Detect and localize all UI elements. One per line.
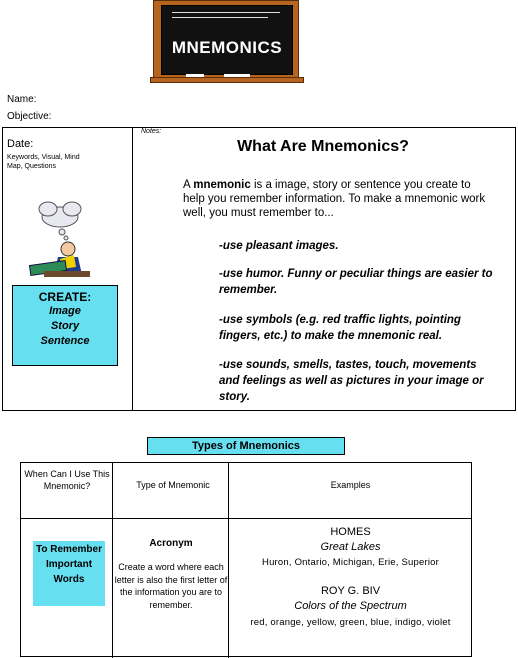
intro-rest: is a image, story or sentence you create to help you remember information. To make a mnemonic work well, you must remember to... bbox=[183, 179, 486, 219]
date-label: Date: bbox=[7, 138, 34, 150]
example-subtitle: Colors of the Spectrum bbox=[294, 600, 407, 612]
tip-item: -use sounds, smells, tastes, touch, movements and feelings as well as pictures in your image or story. bbox=[219, 359, 484, 403]
example-expansion: Huron, Ontario, Michigan, Erie, Superior bbox=[262, 557, 439, 568]
column-header-type: Type of Mnemonic bbox=[136, 480, 210, 490]
chalkboard-slate bbox=[161, 5, 293, 75]
chalk-scribble bbox=[172, 12, 280, 13]
board-title: MNEMONICS bbox=[171, 38, 283, 57]
example-word: HOMES bbox=[330, 526, 371, 538]
name-label: Name: bbox=[7, 94, 37, 105]
tip-item: -use pleasant images. bbox=[219, 240, 339, 252]
tip-item: -use humor. Funny or peculiar things are easier to remember. bbox=[219, 268, 493, 296]
create-box bbox=[12, 285, 118, 366]
when-cell: To Remember Important Words bbox=[33, 541, 105, 606]
intro-bold-term: mnemonic bbox=[193, 179, 251, 191]
keywords-text: Keywords, Visual, Mind Map, Questions bbox=[7, 154, 80, 170]
create-item: Story bbox=[50, 320, 80, 332]
thinking-student-icon bbox=[20, 197, 100, 279]
column-divider bbox=[132, 128, 133, 410]
table-row-divider bbox=[21, 518, 471, 519]
create-item: Sentence bbox=[40, 335, 90, 347]
example-expansion: red, orange, yellow, green, blue, indigo, violet bbox=[250, 617, 451, 628]
types-heading: Types of Mnemonics bbox=[147, 437, 345, 455]
notes-label: Notes: bbox=[141, 128, 162, 135]
column-header-when: When Can I Use This Mnemonic? bbox=[24, 469, 110, 491]
intro-lead: A bbox=[183, 179, 194, 191]
type-description: Create a word where each letter is also the first letter of the information you are to remember. bbox=[114, 562, 228, 610]
create-heading: CREATE: bbox=[38, 290, 92, 304]
create-item: Image bbox=[49, 305, 81, 317]
type-name: Acronym bbox=[149, 538, 193, 549]
chalkboard-header bbox=[153, 0, 299, 82]
tip-item: -use symbols (e.g. red traffic lights, pointing fingers, etc.) to make the mnemonic real. bbox=[219, 314, 461, 342]
column-header-examples: Examples bbox=[330, 480, 371, 490]
chalk-tray bbox=[150, 77, 304, 83]
main-title: What Are Mnemonics? bbox=[237, 138, 409, 155]
chalk-scribble bbox=[172, 17, 268, 18]
example-word: ROY G. BIV bbox=[320, 585, 381, 597]
intro-paragraph bbox=[183, 178, 493, 220]
example-subtitle: Great Lakes bbox=[320, 541, 381, 553]
objective-label: Objective: bbox=[7, 111, 52, 122]
